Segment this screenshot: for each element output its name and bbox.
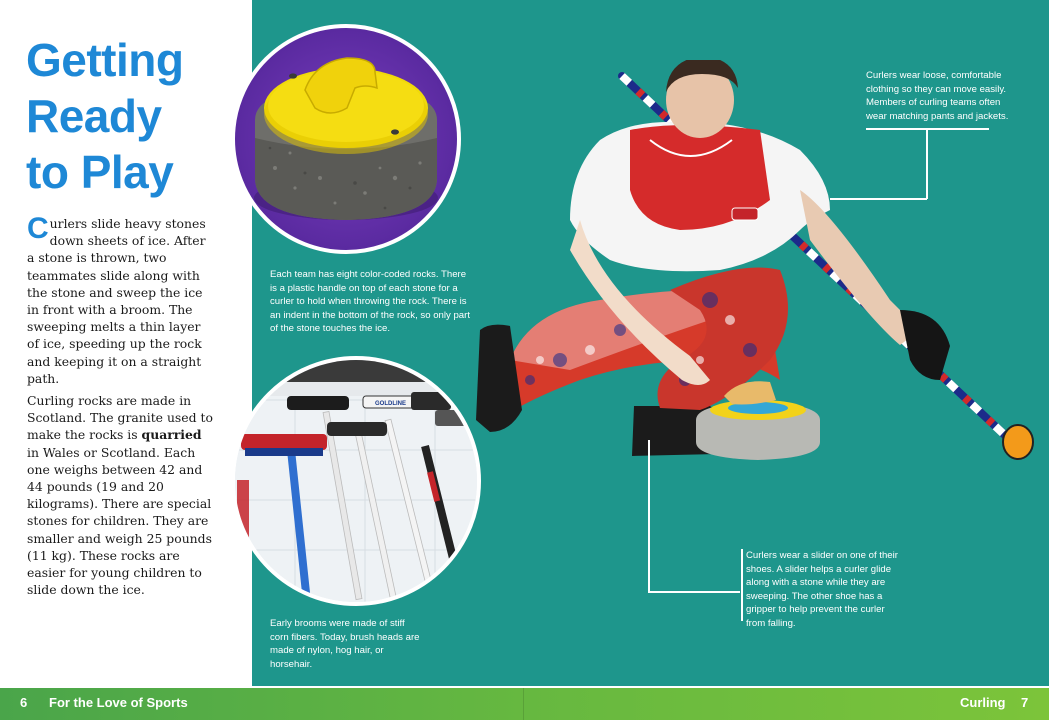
footer-bar xyxy=(0,688,1049,720)
leader-line-clothing-vertical xyxy=(926,129,928,199)
broom-brand-label: GOLDLINE xyxy=(375,401,406,407)
footer-divider xyxy=(523,688,524,720)
paragraph-1-text: urlers slide heavy stones down sheets of ice. After a stone is thrown, two teammates slide along with the stone and sweep the ice in front with a broom. The sweeping melts a thin layer of ice, speeding up the rock and keeping it on a straight path. xyxy=(27,216,206,386)
paragraph-2-after: in Wales or Scotland. Each one weighs between 42 and 44 pounds (19 and 20 kilograms). There are special stones for children. They are smaller and weigh 25 pounds (11 kg). These rocks are easier for young children to slide down the ice. xyxy=(27,444,212,598)
brooms-photo xyxy=(231,356,481,606)
leader-line-clothing-underline xyxy=(866,128,989,130)
title-line-1: Getting xyxy=(26,34,184,86)
drop-cap: C xyxy=(27,212,49,245)
brooms-icon xyxy=(235,360,477,602)
caption-brooms: Early brooms were made of stiff corn fibers. Today, brush heads are made of nylon, hog hair, or horsehair. xyxy=(270,618,420,670)
caption-rocks: Each team has eight color-coded rocks. There is a plastic handle on top of each stone for a curler to hold when throwing the rock. There is an indent in the bottom of the rock, so only part of the stone touches the ice. xyxy=(270,269,470,335)
paragraph-2-before: Curling rocks are made in Scotland. The granite used to make the rocks is xyxy=(27,393,213,443)
body-paragraph-1 xyxy=(27,212,213,387)
curling-stone-photo xyxy=(231,24,461,254)
caption-slider: Curlers wear a slider on one of their shoes. A slider helps a curler glide along with a stone while they are sweeping. The other shoe has a gripper to help prevent the curler from falling. xyxy=(746,550,898,629)
title-line-3: to Play xyxy=(26,146,174,198)
leader-line-slider-caption xyxy=(741,549,743,621)
leader-line-slider-horizontal xyxy=(648,591,740,593)
leader-line-clothing-horizontal xyxy=(830,198,927,200)
right-chapter-title: Curling xyxy=(960,695,1006,710)
body-paragraph-2 xyxy=(27,392,213,598)
right-page-number: 7 xyxy=(1021,695,1029,710)
left-page xyxy=(0,0,252,688)
curling-stone-icon xyxy=(235,28,457,250)
caption-clothing: Curlers wear loose, comfortable clothing so they can move easily. Members of curling teams often wear matching pants and jackets. xyxy=(866,70,1009,122)
leader-line-slider-vertical xyxy=(648,440,650,592)
glossary-term-quarried[interactable]: quarried xyxy=(141,427,202,443)
title-line-2: Ready xyxy=(26,90,162,142)
page-title xyxy=(26,32,246,200)
left-book-title: For the Love of Sports xyxy=(49,695,188,710)
left-page-number: 6 xyxy=(20,695,28,710)
